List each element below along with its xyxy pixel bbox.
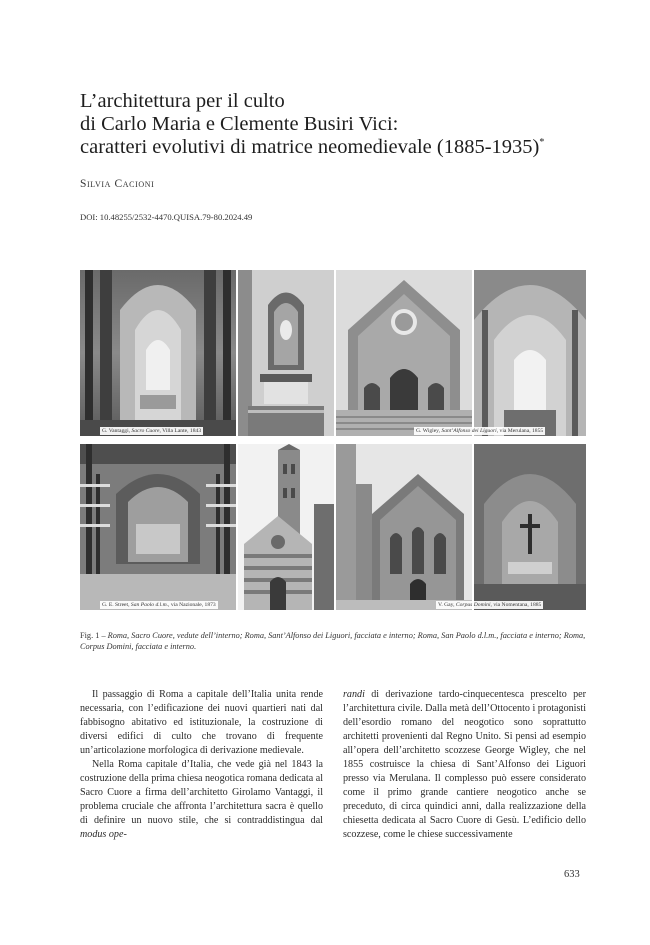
figure-1: [80, 270, 586, 618]
credit-gay-author: V. Gay,: [438, 602, 456, 608]
doi[interactable]: DOI: 10.48255/2532-4470.QUISA.79-80.2024.49: [80, 212, 253, 222]
photo-corpus-domini-facade: [336, 444, 472, 610]
credit-vantaggi-place: , Villa Lante, 1843: [159, 428, 202, 434]
paragraph: [343, 688, 586, 843]
credit-gay: [436, 601, 543, 609]
credit-gay-church: Corpus Domini: [455, 602, 491, 608]
caption-prefix: Fig. 1 –: [80, 631, 108, 640]
author-name: Silvia Cacioni: [80, 178, 155, 190]
credit-street-author: G. E. Street,: [102, 602, 131, 608]
title-line-2: di Carlo Maria e Clemente Busiri Vici:: [80, 113, 399, 135]
credit-vantaggi-author: G. Vantaggi,: [102, 428, 132, 434]
credit-wigley: [414, 427, 545, 435]
credit-vantaggi: [100, 427, 203, 435]
credit-gay-place: , via Nomentana, 1885: [490, 602, 542, 608]
photo-sacro-cuore-nave: [80, 270, 236, 436]
article-title: [80, 90, 600, 159]
paragraph-text: di derivazione tardo-cinquecentesca prescelto per l’architettura civile. Dalla metà dell’Ottocento i protagonisti dell’esordio romano del neogotico sono soprattutto architetti provenienti dal Regno Unito. Si pensi ad esempio all’opera dell’architetto scozzese George Wigley, che nel 1855 costruisce la chiesa di Sant’Alfonso dei Liguori presso via Merulana. Il complesso può essere considerato come il primo grande cantiere neogotico anche se preceduto, di circa quindici anni, dalla realizzazione della chiesetta dedicata al Sacro Cuore di Gesù. L’edificio dello scozzese, come le chiese successivamente: [343, 689, 587, 841]
photo-corpus-domini-interior: [474, 444, 586, 610]
body-column-right: [343, 688, 586, 843]
photo-sacro-cuore-altar: [238, 270, 334, 436]
credit-wigley-place: , via Merulana, 1855: [496, 428, 544, 434]
credit-wigley-author: G. Wigley,: [416, 428, 442, 434]
photo-san-paolo-interior: [80, 444, 236, 610]
page-number: 633: [564, 869, 580, 880]
credit-street-place: , via Nazionale, 1873: [168, 602, 216, 608]
body-column-left: [80, 688, 323, 843]
paragraph: Il passaggio di Roma a capitale dell’Italia unita rende necessaria, con l’edificazione dei nuovi quartieri nati dal fabbisogno abitativo ed istituzionale, la costruzione di diversi edifici di culto che trovano di frequente un’articolazione morfologica di derivazione medievale.: [80, 689, 323, 757]
photo-sant-alfonso-facade: [336, 270, 472, 436]
italic-term: modus ope-: [80, 829, 127, 841]
paragraph-text: Nella Roma capitale d’Italia, che vede già nel 1843 la costruzione della prima chiesa neogotica romana dedicata al Sacro Cuore a firma dell’architetto Girolamo Vantaggi, il problema cruciale che affronta l’architettura sacra è quello di definire un nuovo stile, che si contraddistingua dal: [80, 759, 323, 827]
caption-text: Roma, Sacro Cuore, vedute dell’interno; Roma, Sant’Alfonso dei Liguori, facciata e interno; Roma, San Paolo d.l.m., facciata e interno; Roma, Corpus Domini, facciata e interno.: [80, 631, 586, 651]
photo-san-paolo-facade: [238, 444, 334, 610]
title-footnote-mark[interactable]: *: [539, 137, 545, 149]
photo-sant-alfonso-interior: [474, 270, 586, 436]
figure-caption: [80, 630, 586, 652]
title-line-3: caratteri evolutivi di matrice neomedievale (1885-1935): [80, 136, 540, 158]
credit-street: [100, 601, 218, 609]
credit-wigley-church: Sant’Alfonso dei Liguori: [441, 428, 497, 434]
title-line-1: L’architettura per il culto: [80, 90, 285, 112]
credit-street-church: San Paolo d.l.m.: [130, 602, 169, 608]
paragraph: [80, 758, 323, 842]
italic-term: randi: [343, 689, 365, 700]
credit-vantaggi-church: Sacro Cuore: [131, 428, 160, 434]
